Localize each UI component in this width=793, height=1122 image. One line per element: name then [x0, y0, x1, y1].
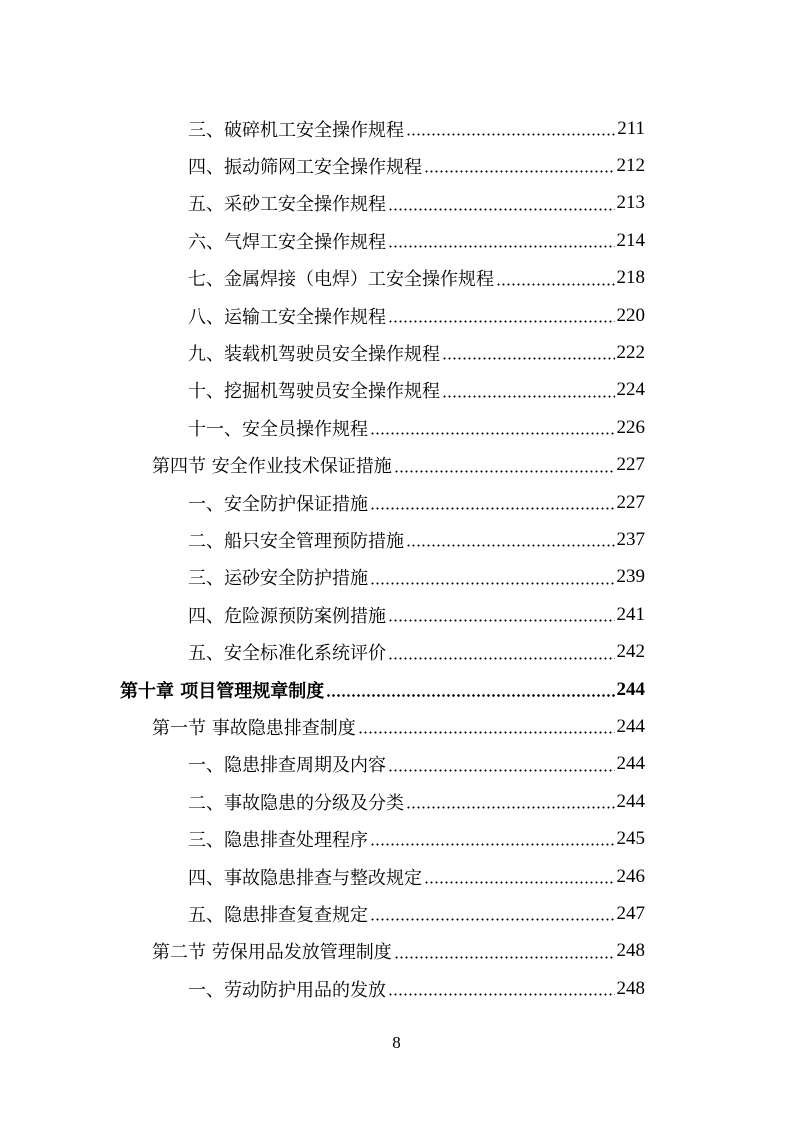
toc-entry-page: 237: [616, 528, 645, 550]
toc-entry-page: 246: [616, 865, 645, 887]
toc-entry-label: 五、安全标准化系统评价: [188, 643, 386, 665]
toc-entry-label: 三、破碎机工安全操作规程: [188, 119, 404, 141]
dot-leader: [358, 717, 615, 737]
toc-entry-label: 三、运砂安全防护措施: [188, 568, 368, 590]
toc-entry-label: 八、运输工安全操作规程: [188, 306, 386, 328]
toc-entry-label: 六、气焊工安全操作规程: [188, 231, 386, 253]
dot-leader: [370, 829, 615, 849]
toc-entry[interactable]: [0, 147, 793, 184]
dot-leader: [406, 119, 615, 139]
toc-entry-page: 242: [616, 641, 645, 663]
toc-entry-label: 一、隐患排查周期及内容: [188, 755, 386, 777]
toc-entry-page: 222: [616, 342, 645, 364]
toc-section-entry[interactable]: [0, 933, 793, 970]
dot-leader: [388, 979, 615, 999]
dot-leader: [442, 381, 615, 401]
toc-entry-label: 二、事故隐患的分级及分类: [188, 792, 404, 814]
toc-entry[interactable]: [0, 334, 793, 371]
toc-entry-label: 四、振动筛网工安全操作规程: [188, 157, 422, 179]
toc-entry-label: 第一节 事故隐患排查制度: [152, 717, 356, 739]
dot-leader: [370, 904, 615, 924]
toc-entry[interactable]: [0, 633, 793, 670]
dot-leader: [370, 567, 615, 587]
toc-entry[interactable]: [0, 222, 793, 259]
toc-entry-page: 224: [616, 379, 645, 401]
toc-entry-page: 213: [616, 192, 645, 214]
toc-entry-label: 第二节 劳保用品发放管理制度: [152, 942, 392, 964]
toc-chapter-entry[interactable]: [0, 671, 793, 708]
dot-leader: [394, 455, 615, 475]
toc-entry-page: 245: [616, 828, 645, 850]
toc-entry[interactable]: [0, 297, 793, 334]
dot-leader: [424, 156, 615, 176]
toc-entry-label: 四、事故隐患排查与整改规定: [188, 867, 422, 889]
toc-entry[interactable]: [0, 260, 793, 297]
toc-entry[interactable]: [0, 970, 793, 1007]
toc-entry-page: 244: [616, 715, 645, 737]
toc-entry[interactable]: [0, 895, 793, 932]
toc-entry[interactable]: [0, 484, 793, 521]
toc-entry[interactable]: [0, 858, 793, 895]
toc-entry-page: 248: [616, 977, 645, 999]
dot-leader: [406, 792, 615, 812]
toc-entry[interactable]: [0, 820, 793, 857]
toc-entry-page: 226: [616, 416, 645, 438]
toc-entry[interactable]: [0, 746, 793, 783]
toc-entry-page: 220: [616, 304, 645, 326]
dot-leader: [394, 941, 615, 961]
dot-leader: [388, 194, 615, 214]
toc-entry-page: 244: [616, 790, 645, 812]
toc-entry-page: 239: [616, 566, 645, 588]
toc-entry-label: 三、隐患排查处理程序: [188, 830, 368, 852]
toc-entry-page: 241: [616, 603, 645, 625]
toc-entry-page: 218: [616, 267, 645, 289]
dot-leader: [388, 605, 615, 625]
dot-leader: [326, 680, 614, 700]
table-of-contents: [0, 110, 793, 1007]
toc-entry[interactable]: [0, 783, 793, 820]
toc-entry-page: 214: [616, 229, 645, 251]
toc-entry-label: 四、危险源预防案例措施: [188, 605, 386, 627]
toc-entry[interactable]: [0, 521, 793, 558]
toc-entry[interactable]: [0, 110, 793, 147]
toc-entry[interactable]: [0, 409, 793, 446]
dot-leader: [496, 268, 615, 288]
toc-entry[interactable]: [0, 559, 793, 596]
toc-entry-page: 244: [616, 678, 645, 700]
toc-entry[interactable]: [0, 185, 793, 222]
dot-leader: [388, 306, 615, 326]
toc-entry-label: 十一、安全员操作规程: [188, 418, 368, 440]
toc-section-entry[interactable]: [0, 447, 793, 484]
toc-entry-page: 244: [616, 753, 645, 775]
toc-entry-label: 一、安全防护保证措施: [188, 493, 368, 515]
toc-entry-label: 七、金属焊接（电焊）工安全操作规程: [188, 269, 494, 291]
toc-entry-page: 211: [617, 117, 645, 139]
toc-entry-page: 248: [616, 940, 645, 962]
dot-leader: [406, 530, 615, 550]
toc-entry-label: 九、装载机驾驶员安全操作规程: [188, 344, 440, 366]
toc-entry-label: 第十章 项目管理规章制度: [120, 680, 325, 702]
toc-entry-page: 212: [616, 155, 645, 177]
toc-entry-label: 十、挖掘机驾驶员安全操作规程: [188, 381, 440, 403]
toc-entry-page: 247: [616, 902, 645, 924]
toc-entry[interactable]: [0, 596, 793, 633]
dot-leader: [388, 642, 615, 662]
toc-entry-label: 五、采砂工安全操作规程: [188, 194, 386, 216]
toc-section-entry[interactable]: [0, 708, 793, 745]
dot-leader: [424, 867, 615, 887]
dot-leader: [388, 754, 615, 774]
toc-entry-page: 227: [616, 491, 645, 513]
toc-entry-label: 五、隐患排查复查规定: [188, 904, 368, 926]
dot-leader: [442, 343, 615, 363]
toc-entry-label: 一、劳动防护用品的发放: [188, 979, 386, 1001]
toc-entry-label: 第四节 安全作业技术保证措施: [152, 456, 392, 478]
dot-leader: [370, 418, 615, 438]
page-number: 8: [392, 1033, 401, 1052]
toc-entry-page: 227: [616, 454, 645, 476]
toc-entry[interactable]: [0, 372, 793, 409]
dot-leader: [388, 231, 615, 251]
toc-entry-label: 二、船只安全管理预防措施: [188, 530, 404, 552]
dot-leader: [370, 493, 615, 513]
